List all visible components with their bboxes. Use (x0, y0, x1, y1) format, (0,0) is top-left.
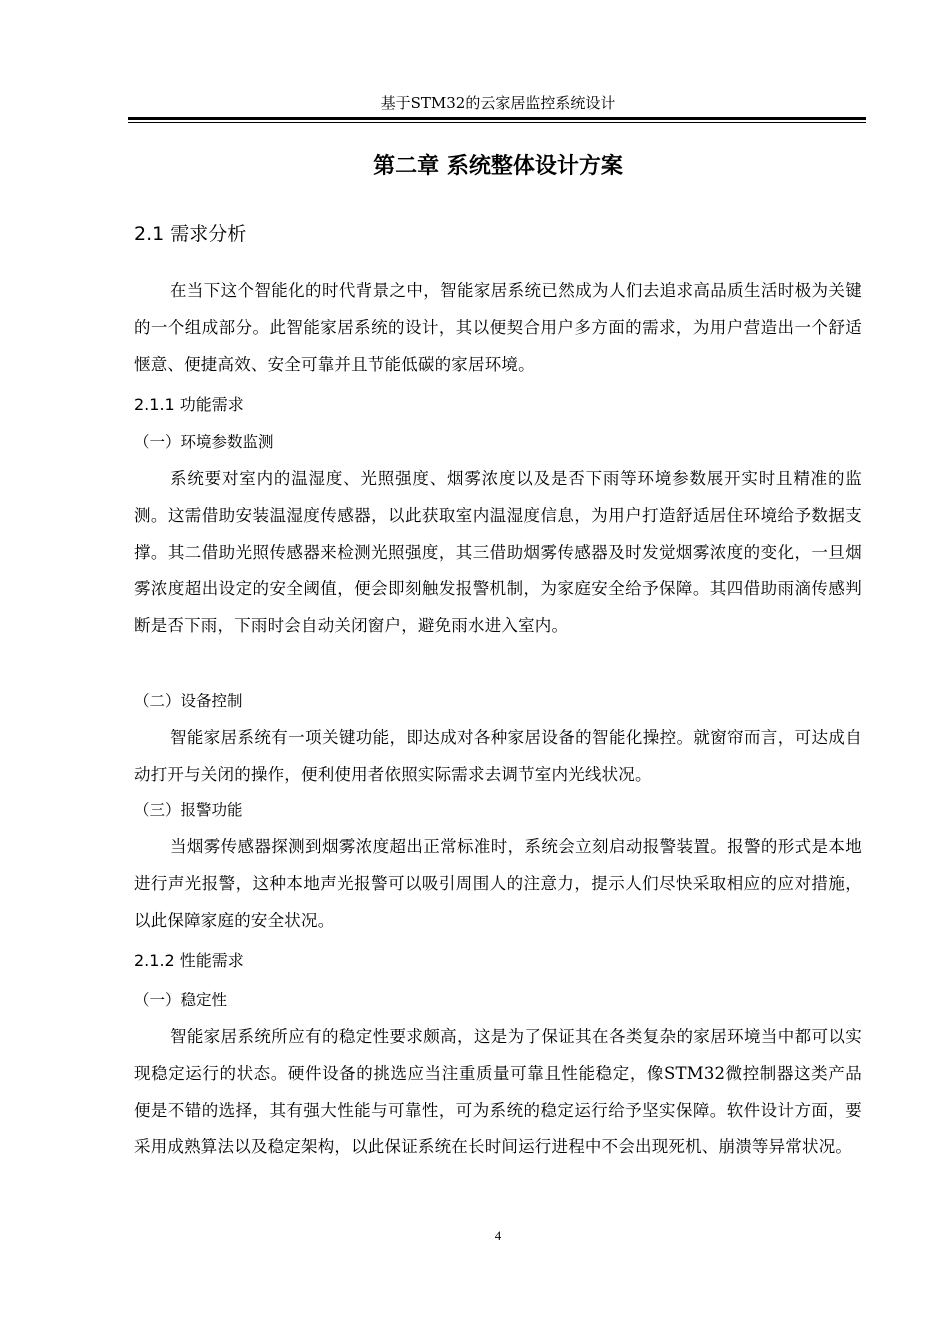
subheading-environment-monitoring: （一）环境参数监测 (134, 433, 274, 451)
subheading-alarm-function: （三）报警功能 (134, 801, 243, 819)
paragraph-intro: 在当下这个智能化的时代背景之中，智能家居系统已然成为人们去追求高品质生活时极为关键的一个组成部分。此智能家居系统的设计，其以便契合用户多方面的需求，为用户营造出一个舒适惬意、便捷高效、安全可靠并且节能低碳的家居环境。 (134, 281, 862, 374)
section-heading-2-1: 2.1 需求分析 (134, 223, 247, 245)
header-rule-thin (128, 122, 866, 123)
page-number: 4 (494, 1228, 502, 1243)
running-header: 基于STM32的云家居监控系统设计 (380, 94, 616, 112)
subheading-stability: （一）稳定性 (134, 991, 228, 1009)
paragraph-device-control: 智能家居系统有一项关键功能，即达成对各种家居设备的智能化操控。就窗帘而言，可达成自动打开与关闭的操作，便利使用者依照实际需求去调节室内光线状况。 (134, 728, 862, 784)
subheading-device-control: （二）设备控制 (134, 692, 243, 710)
section-heading-2-1-2: 2.1.2 性能需求 (134, 951, 244, 970)
chapter-title: 第二章 系统整体设计方案 (373, 154, 623, 179)
header-rule (128, 117, 866, 120)
paragraph-environment-monitoring: 系统要对室内的温湿度、光照强度、烟雾浓度以及是否下雨等环境参数展开实时且精准的监测。这需借助安装温湿度传感器，以此获取室内温湿度信息，为用户打造舒适居住环境给予数据支撑。其二借助光照传感器来检测光照强度，其三借助烟雾传感器及时发觉烟雾浓度的变化，一旦烟雾浓度超出设定的安全阈值，便会即刻触发报警机制，为家庭安全给予保障。其四借助雨滴传感判断是否下雨，下雨时会自动关闭窗户，避免雨水进入室内。 (134, 469, 862, 636)
section-heading-2-1-1: 2.1.1 功能需求 (134, 395, 244, 414)
paragraph-stability: 智能家居系统所应有的稳定性要求颇高，这是为了保证其在各类复杂的家居环境当中都可以实现稳定运行的状态。硬件设备的挑选应当注重质量可靠且性能稳定，像STM32微控制器这类产品便是不错的选择，其有强大性能与可靠性，可为系统的稳定运行给予坚实保障。软件设计方面，要采用成熟算法以及稳定架构，以此保证系统在长时间运行进程中不会出现死机、崩溃等异常状况。 (134, 1027, 862, 1157)
paragraph-alarm-function: 当烟雾传感器探测到烟雾浓度超出正常标准时，系统会立刻启动报警装置。报警的形式是本地进行声光报警，这种本地声光报警可以吸引周围人的注意力，提示人们尽快采取相应的应对措施，以此保障家庭的安全状况。 (134, 837, 862, 930)
